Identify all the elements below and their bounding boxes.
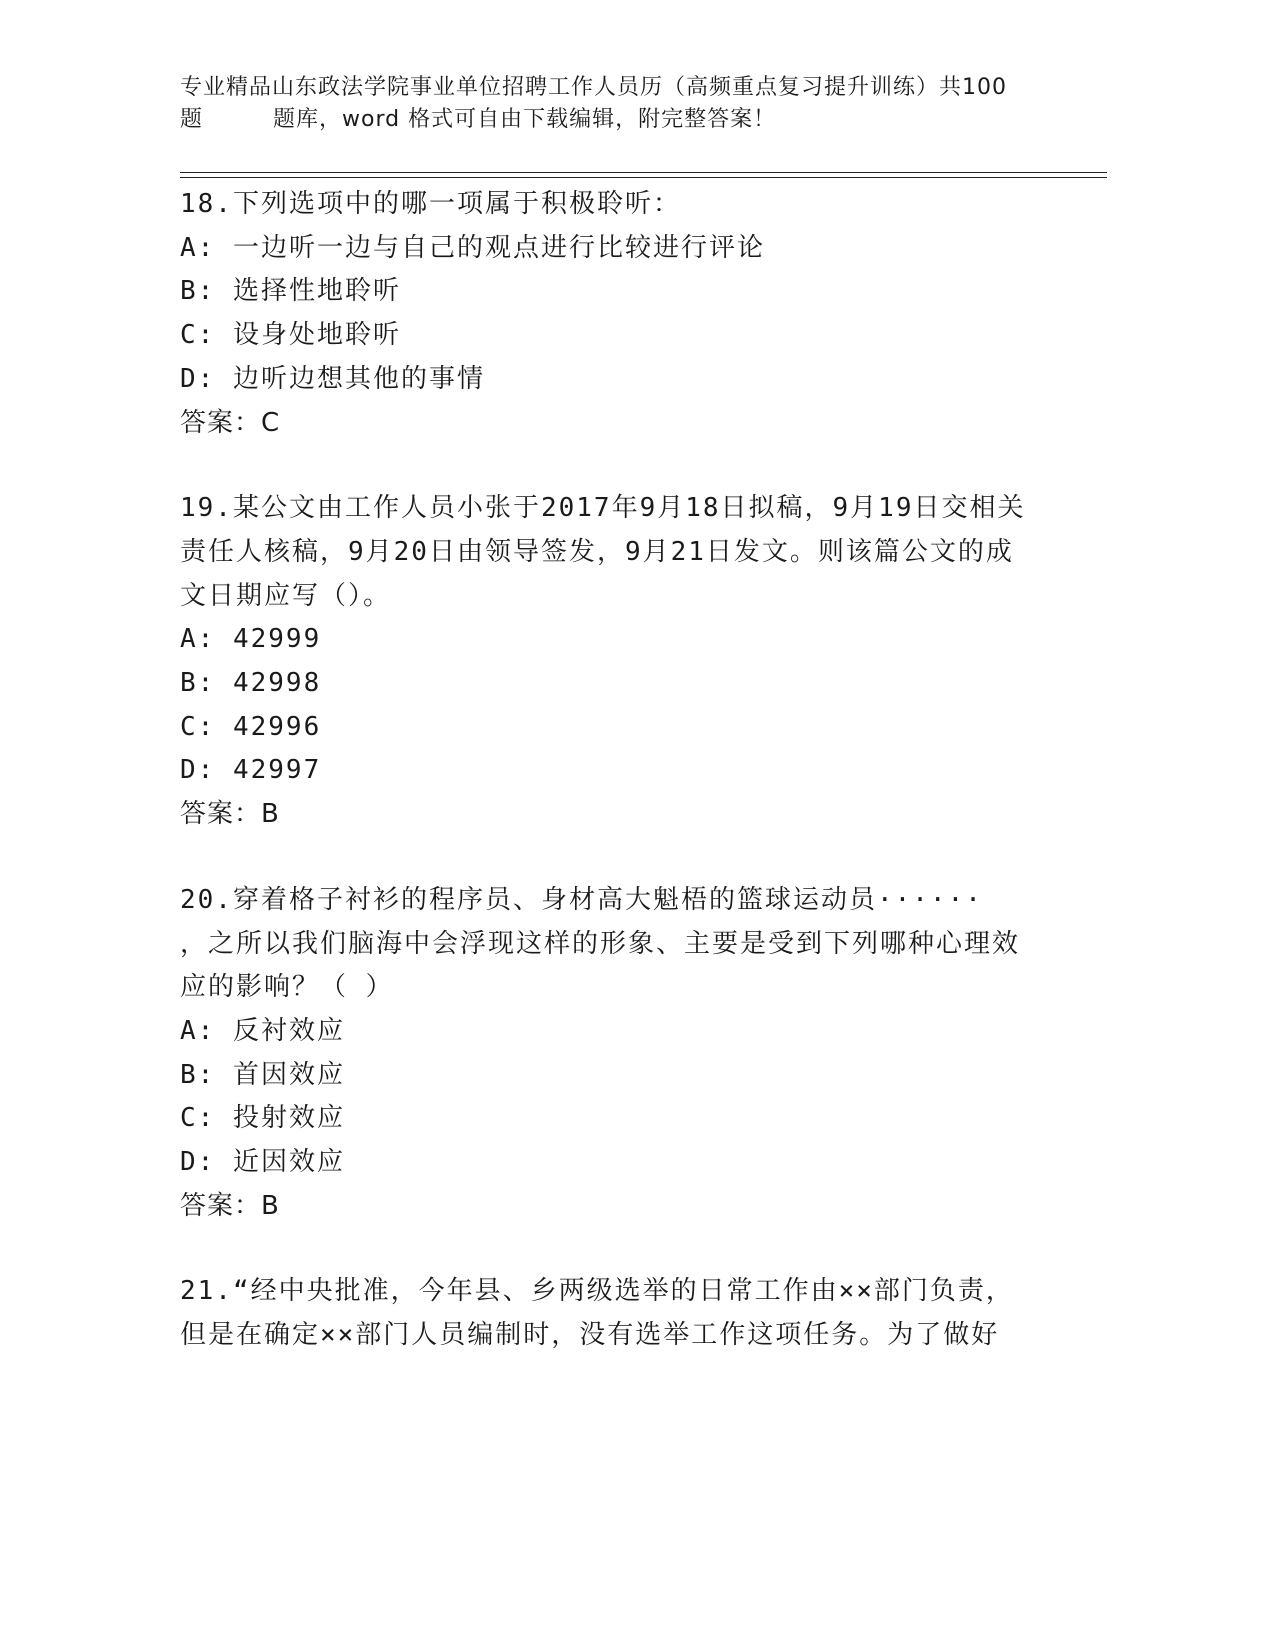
option-a: A: 42999 — [180, 624, 322, 655]
option-d: D: 边听边想其他的事情 — [180, 363, 485, 394]
answer: 答案：B — [180, 1190, 280, 1221]
option-a: A: 反衬效应 — [180, 1015, 345, 1046]
header-title-line1: 专业精品山东政法学院事业单位招聘工作人员历（高频重点复习提升训练）共100 — [180, 75, 1007, 100]
question-18 — [180, 183, 1060, 445]
option-b: B: 选择性地聆听 — [180, 276, 401, 307]
question-text: 18.下列选项中的哪一项属于积极聆听： — [180, 189, 681, 219]
question-text: 21.“经中央批准，今年县、乡两级选举的日常工作由××部门负责， — [180, 1276, 1014, 1307]
option-c: C: 投射效应 — [180, 1103, 345, 1134]
question-text: 应的影响？（ ） — [180, 972, 394, 1003]
question-text: 责任人核稿，9月20日由领导签发，9月21日发文。则该篇公文的成 — [180, 536, 1014, 567]
document-header — [180, 72, 1080, 136]
option-a: A: 一边听一边与自己的观点进行比较进行评论 — [180, 232, 765, 263]
answer: 答案：C — [180, 407, 281, 438]
question-text: 文日期应写（）。 — [180, 580, 392, 611]
header-divider-bottom — [180, 177, 1107, 178]
header-title-line2-rest: 题库，word 格式可自由下载编辑，附完整答案！ — [273, 107, 777, 132]
option-b: B: 首因效应 — [180, 1059, 345, 1090]
answer: 答案：B — [180, 799, 280, 830]
option-d: D: 42997 — [180, 755, 322, 786]
question-text: 19.某公文由工作人员小张于2017年9月18日拟稿，9月19日交相关 — [180, 493, 1026, 524]
option-c: C: 设身处地聆听 — [180, 320, 401, 351]
header-title-line2 — [180, 104, 1080, 136]
header-divider-top — [180, 172, 1107, 173]
question-text: ，之所以我们脑海中会浮现这样的形象、主要是受到下列哪种心理效 — [180, 928, 1021, 959]
question-text: 但是在确定××部门人员编制时，没有选举工作这项任务。为了做好 — [180, 1320, 1000, 1351]
question-20 — [180, 879, 1060, 1229]
option-b: B: 42998 — [180, 668, 322, 699]
question-text: 20.穿着格子衬衫的程序员、身材高大魁梧的篮球运动员······ — [180, 884, 983, 915]
question-19 — [180, 487, 1060, 837]
option-d: D: 近因效应 — [180, 1147, 345, 1178]
question-list — [180, 183, 1060, 1400]
option-c: C: 42996 — [180, 711, 322, 742]
header-title-line2-start: 题 — [180, 107, 204, 132]
question-21 — [180, 1270, 1060, 1357]
